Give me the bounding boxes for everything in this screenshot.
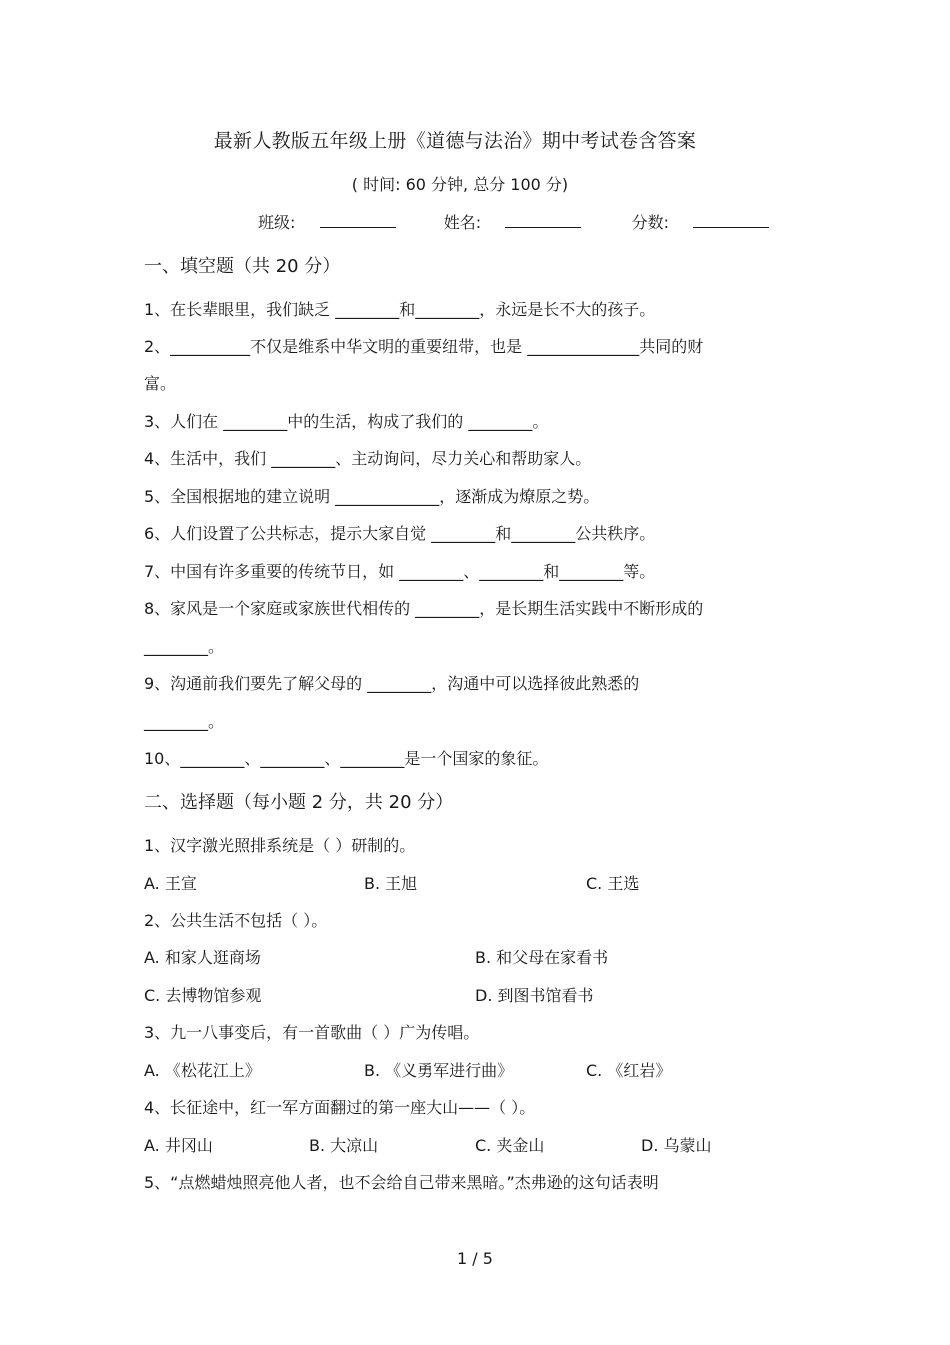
choice-question-2: 2、公共生活不包括（ ）。 [144,911,328,930]
name-blank [505,213,581,228]
fill-question-3: 3、人们在 ________中的生活，构成了我们的 ________。 [144,412,549,431]
choice-2-option-c: C. 去博物馆参观 [144,986,262,1005]
fill-question-8: 8、家风是一个家庭或家族世代相传的 ________，是长期生活实践中不断形成的 [144,599,704,618]
choice-3-option-b: B. 《义勇军进行曲》 [364,1061,514,1080]
choice-1-option-a: A. 王宣 [144,874,197,893]
name-label: 姓名: [443,213,482,232]
fill-question-2: 2、__________不仅是维系中华文明的重要纽带，也是 ______________共同的财 [144,337,704,356]
fill-question-1: 1、在长辈眼里，我们缺乏 ________和________，永远是长不大的孩子。 [144,300,656,319]
choice-1-option-b: B. 王旭 [364,874,418,893]
class-label: 班级: [258,213,296,232]
section-choice-title: 二、选择题（每小题 2 分，共 20 分） [144,792,454,813]
class-blank [320,213,396,228]
fill-question-5: 5、全国根据地的建立说明 _____________，逐渐成为燎原之势。 [144,487,600,506]
fill-question-9-cont: ________。 [144,712,225,731]
fill-question-2-cont: 富。 [144,374,177,393]
choice-2-option-b: B. 和父母在家看书 [475,948,609,967]
choice-4-option-c: C. 夹金山 [475,1136,545,1155]
choice-4-option-d: D. 乌蒙山 [641,1136,712,1155]
student-info-row [258,213,769,231]
choice-4-option-a: A. 井冈山 [144,1136,213,1155]
score-label: 分数: [631,213,669,232]
score-blank [693,213,769,228]
choice-2-option-d: D. 到图书馆看书 [475,986,594,1005]
choice-3-option-a: A. 《松花江上》 [144,1061,261,1080]
choice-1-option-c: C. 王选 [586,874,640,893]
fill-question-10: 10、________、________、________是一个国家的象征。 [144,749,549,768]
fill-question-7: 7、中国有许多重要的传统节日，如 ________、________和________等。 [144,562,656,581]
page-title: 最新人教版五年级上册《道德与法治》期中考试卷含答案 [213,130,697,152]
choice-2-option-a: A. 和家人逛商场 [144,948,261,967]
choice-3-option-c: C. 《红岩》 [586,1061,672,1080]
page-number: 1 / 5 [457,1249,493,1268]
exam-time-score: ( 时间: 60 分钟, 总分 100 分) [351,175,569,194]
choice-question-3: 3、九一八事变后，有一首歌曲（ ）广为传唱。 [144,1023,480,1042]
fill-question-8-cont: ________。 [144,637,225,656]
fill-question-9: 9、沟通前我们要先了解父母的 ________，沟通中可以选择彼此熟悉的 [144,674,640,693]
choice-question-5: 5、“点燃蜡烛照亮他人者，也不会给自己带来黑暗。”杰弗逊的这句话表明 [144,1173,659,1192]
choice-question-1: 1、汉字激光照排系统是（ ）研制的。 [144,836,416,855]
fill-question-6: 6、人们设置了公共标志，提示大家自觉 ________和________公共秩序。 [144,524,656,543]
section-fill-in-title: 一、填空题（共 20 分） [144,256,341,277]
choice-question-4: 4、长征途中，红一军方面翻过的第一座大山——（ ）。 [144,1098,536,1117]
fill-question-4: 4、生活中，我们 ________、主动询问，尽力关心和帮助家人。 [144,449,592,468]
choice-4-option-b: B. 大凉山 [309,1136,379,1155]
